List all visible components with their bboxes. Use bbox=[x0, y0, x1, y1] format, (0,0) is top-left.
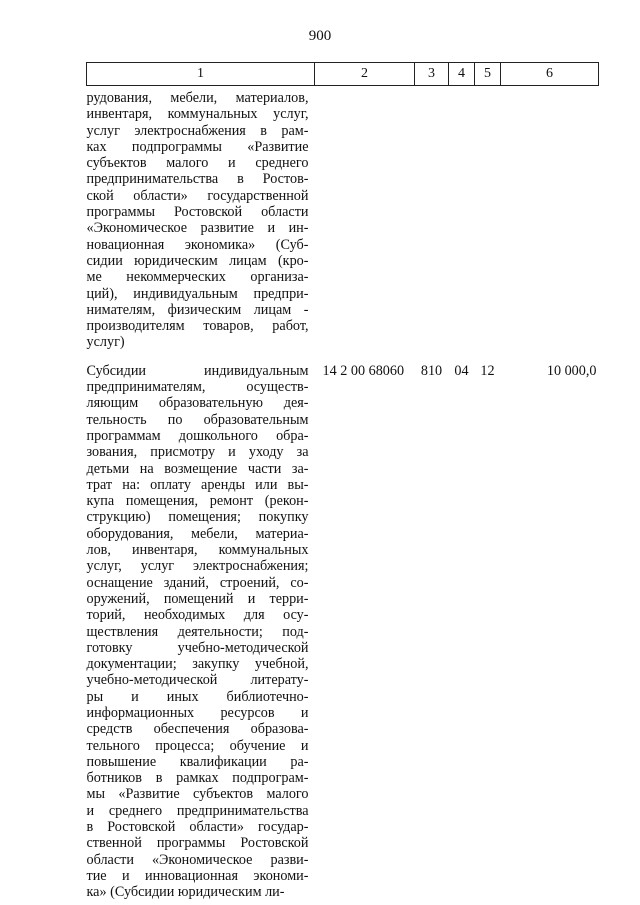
description-line: ществления деятельности; под- bbox=[86, 623, 309, 640]
header-col-3: 3 bbox=[415, 63, 449, 86]
row-code bbox=[315, 86, 415, 361]
description-line: услуг, услуг электроснабжения; bbox=[86, 558, 309, 575]
description-line: нимателям, физическим лицам - bbox=[86, 301, 309, 318]
table-header-row bbox=[87, 63, 599, 86]
header-col-5: 5 bbox=[475, 63, 501, 86]
header-col-2: 2 bbox=[315, 63, 415, 86]
description-line: ках подпрограммы «Развитие bbox=[86, 138, 309, 155]
description-line: лов, инвентаря, коммунальных bbox=[86, 542, 309, 559]
description-line: и среднего предпринимательства bbox=[86, 802, 309, 819]
header-col-1: 1 bbox=[87, 63, 315, 86]
description-line: предпринимательства в Ростов- bbox=[86, 171, 309, 188]
header-col-6: 6 bbox=[501, 63, 599, 86]
description-line: сидии юридическим лицам (кро- bbox=[86, 252, 309, 269]
row-col-4 bbox=[449, 86, 475, 361]
description-line: программам дошкольного обра- bbox=[86, 427, 309, 444]
description-line: ме некоммерческих организа- bbox=[86, 269, 309, 286]
description-line: учебно-методической литерату- bbox=[86, 672, 309, 689]
row-amount bbox=[501, 86, 599, 361]
description-line: новационная экономика» (Суб- bbox=[86, 236, 309, 253]
row-col-5 bbox=[475, 86, 501, 361]
description-line: детьми на возмещение части за- bbox=[86, 460, 309, 477]
row-amount: 10 000,0 bbox=[546, 362, 597, 379]
description-line: программы Ростовской области bbox=[86, 204, 309, 221]
description-line: услуг) bbox=[86, 334, 125, 351]
row-col-3: 810 bbox=[420, 362, 443, 379]
description-line: трат на: оплату аренды или вы- bbox=[86, 476, 309, 493]
description-line: ка» (Субсидии юридическим ли- bbox=[86, 884, 285, 901]
row-description bbox=[87, 86, 315, 361]
description-line: предпринимателям, осуществ- bbox=[86, 379, 309, 396]
description-line: ляющим образовательную дея- bbox=[86, 395, 309, 412]
row-code: 14 2 00 68060 bbox=[322, 362, 405, 379]
description-line: «Экономическое развитие и ин- bbox=[86, 220, 309, 237]
description-line: ций), индивидуальным предпри- bbox=[86, 285, 309, 302]
budget-table bbox=[86, 62, 599, 901]
description-line: тельность по образовательным bbox=[86, 411, 309, 428]
description-line: оборудования, мебели, материа- bbox=[86, 525, 309, 542]
description-line: зования, присмотру и уходу за bbox=[86, 444, 309, 461]
description-line: тие и инновационная экономи- bbox=[86, 867, 309, 884]
description-line: инвентаря, коммунальных услуг, bbox=[86, 106, 309, 123]
description-line: тельного процесса; обучение и bbox=[86, 737, 309, 754]
description-line: ской области» государственной bbox=[86, 187, 309, 204]
description-line: купа помещения, ремонт (рекон- bbox=[86, 493, 309, 510]
description-line: оружений, помещений и терри- bbox=[86, 590, 309, 607]
description-line: струкцию) помещения; покупку bbox=[86, 509, 309, 526]
description-line: информационных ресурсов и bbox=[86, 704, 309, 721]
description-line: средств обеспечения образова- bbox=[86, 721, 309, 738]
description-line: ботников в рамках подпрограм- bbox=[86, 770, 309, 787]
description-line: ственной программы Ростовской bbox=[86, 835, 309, 852]
description-line: мы «Развитие субъектов малого bbox=[86, 786, 309, 803]
description-line: субъектов малого и среднего bbox=[86, 155, 309, 172]
description-line: области «Экономическое разви- bbox=[86, 851, 309, 868]
description-line: ры и иных библиотечно- bbox=[86, 688, 309, 705]
header-col-4: 4 bbox=[449, 63, 475, 86]
description-line: оснащение зданий, строений, со- bbox=[86, 574, 309, 591]
row-description bbox=[87, 361, 315, 901]
description-line: документации; закупку учебной, bbox=[86, 656, 309, 673]
description-line: торий, необходимых для осу- bbox=[86, 607, 309, 624]
description-line: рудования, мебели, материалов, bbox=[86, 90, 309, 106]
table-row bbox=[87, 361, 599, 901]
table-row bbox=[87, 86, 599, 361]
description-line: повышение квалификации ра- bbox=[86, 753, 309, 770]
description-line: готовку учебно-методической bbox=[86, 639, 309, 656]
description-line: услуг электроснабжения в рам- bbox=[86, 122, 309, 139]
row-col-5: 12 bbox=[480, 362, 495, 379]
row-col-4: 04 bbox=[454, 362, 469, 379]
page-number: 900 bbox=[308, 28, 332, 44]
row-col-3 bbox=[415, 86, 449, 361]
description-line: Субсидии индивидуальным bbox=[86, 362, 309, 379]
description-line: производителям товаров, работ, bbox=[86, 318, 309, 335]
description-line: в Ростовской области» государ- bbox=[86, 819, 309, 836]
